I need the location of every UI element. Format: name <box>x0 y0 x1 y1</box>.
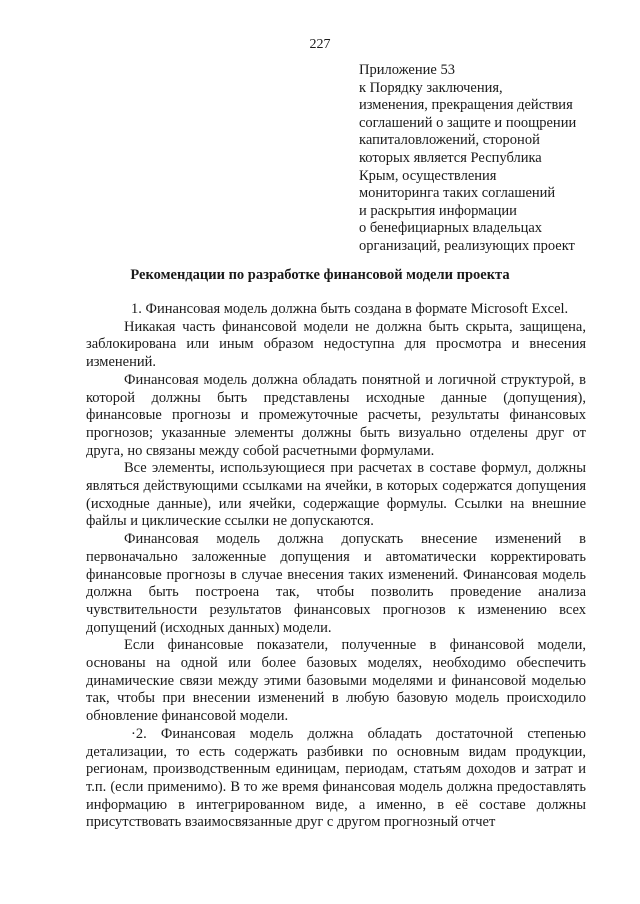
paragraph-item-1: 1. Финансовая модель должна быть создана в формате Microsoft Excel. <box>131 301 569 317</box>
paragraph: Если финансовые показатели, полученные в финансовой модели, основаны на одной или более базовых моделях, необходимо обеспечить динамические связи между этими базовыми моделями и финансовой моделью так, чтобы при внесении изменений в любую базовую модель происходило обновление финансовой модели. <box>86 637 586 725</box>
appendix-line: соглашений о защите и поощрении <box>359 114 577 131</box>
paragraph: Финансовая модель должна обладать понятной и логичной структурой, в которой должны быть представлены исходные данные (допущения), финансовые прогнозы и промежуточные расчеты, результаты финансовых прогнозов; указанные элементы должны быть визуально отделены друг от друга, но связаны между собой расчетными формулами. <box>86 371 586 459</box>
appendix-line: к Порядку заключения, <box>359 79 503 96</box>
appendix-line: мониторинга таких соглашений <box>359 185 556 202</box>
appendix-line: Приложение 53 <box>359 62 455 78</box>
appendix-line: о бенефициарных владельцах <box>359 220 543 237</box>
appendix-header <box>359 62 599 256</box>
appendix-line: Крым, осуществления <box>359 167 497 184</box>
appendix-line: и раскрытия информации <box>359 202 517 219</box>
page-number: 227 <box>309 37 331 52</box>
paragraph: Финансовая модель должна допускать внесение изменений в первоначально заложенные допущения и автоматически корректировать финансовые прогнозы в случае внесения таких изменений. Финансовая модель должна быть построена так, чтобы позволить проведение анализа чувствительности результатов финансовых прогнозов к изменению всех допущений (исходных данных) модели. <box>86 531 586 636</box>
appendix-line: организаций, реализующих проект <box>359 237 575 254</box>
document-body <box>86 301 586 832</box>
appendix-line: изменения, прекращения действия <box>359 97 573 114</box>
paragraph: Все элементы, использующиеся при расчетах в составе формул, должны являться действующими ссылками на ячейки, в которых содержатся допущения (исходные данные), или ячейки, содержащие формулы. Ссылки на внешние файлы и циклические ссылки не допускаются. <box>86 460 586 530</box>
appendix-line: которых является Республика <box>359 149 542 166</box>
document-title: Рекомендации по разработке финансовой модели проекта <box>130 267 510 283</box>
paragraph-item-2: ·2. Финансовая модель должна обладать достаточной степенью детализации, то есть содержать разбивки по основным видам продукции, регионам, производственным единицам, периодам, статьям доходов и затрат и т.п. (если применимо). В то же время финансовая модель должна предоставлять информацию в интегрированном виде, а именно, в её составе должны присутствовать взаимосвязанные друг с другом прогнозный отчет <box>86 725 586 831</box>
paragraph: Никакая часть финансовой модели не должна быть скрыта, защищена, заблокирована или иным образом недоступна для просмотра и внесения изменений. <box>86 318 586 371</box>
appendix-line: капиталовложений, стороной <box>359 132 540 149</box>
